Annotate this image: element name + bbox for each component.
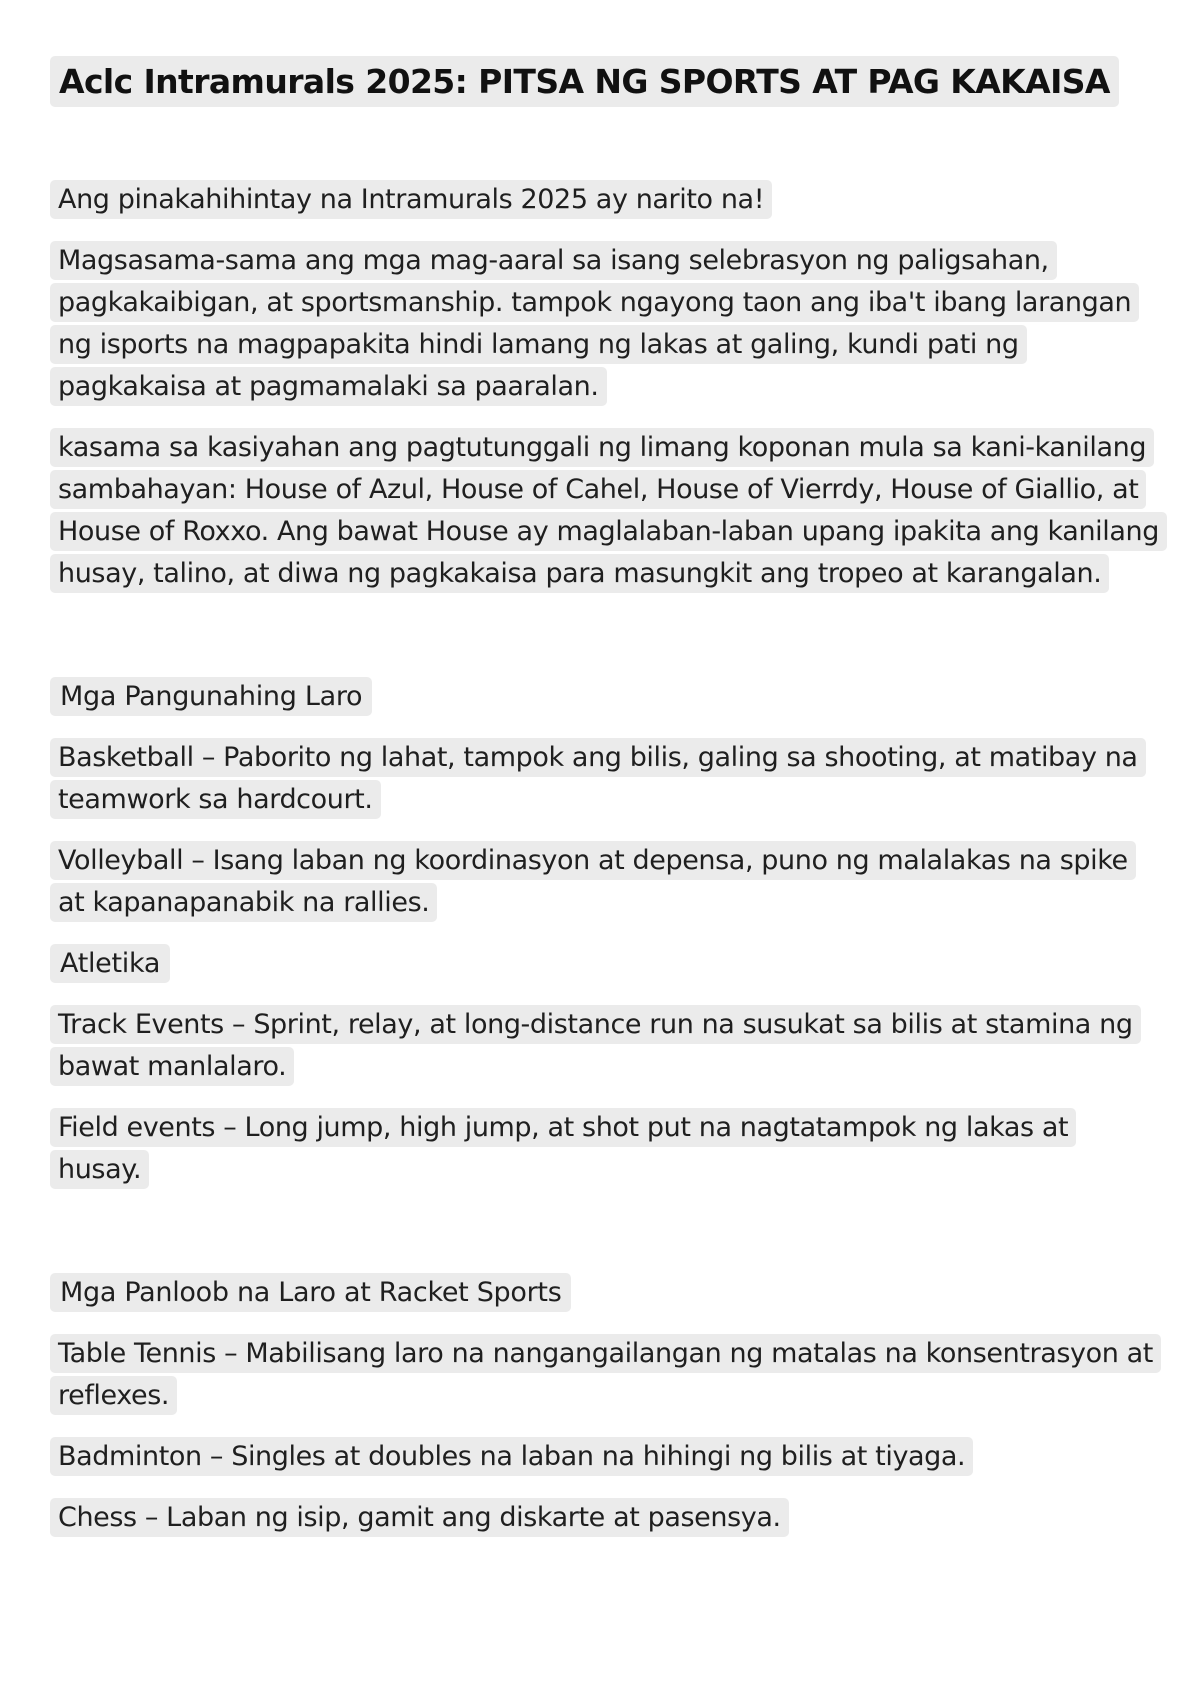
section-heading-indoor: Mga Panloob na Laro at Racket Sports bbox=[50, 1272, 1160, 1314]
list-item-badminton: Badminton – Singles at doubles na laban na hihingi ng bilis at tiyaga. bbox=[50, 1436, 1160, 1478]
section-heading-main-games: Mga Pangunahing Laro bbox=[50, 676, 1160, 718]
list-item-volleyball: Volleyball – Isang laban ng koordinasyon at depensa, puno ng malalakas na spike at kapanapanabik na rallies. bbox=[50, 840, 1160, 924]
document-page bbox=[50, 52, 1160, 1558]
list-item-chess: Chess – Laban ng isip, gamit ang diskarte at pasensya. bbox=[50, 1497, 1160, 1539]
page-title bbox=[50, 52, 1160, 112]
list-item-field-events: Field events – Long jump, high jump, at shot put na nagtatampok ng lakas at husay. bbox=[50, 1107, 1160, 1191]
section-spacer bbox=[50, 1210, 1160, 1272]
title-block bbox=[50, 52, 1160, 112]
intro-paragraph-1: Ang pinakahihintay na Intramurals 2025 ay narito na! bbox=[50, 179, 1160, 221]
page-title-text: Aclc Intramurals 2025: PITSA NG SPORTS AT PAG KAKAISA bbox=[50, 56, 1119, 107]
section-spacer bbox=[50, 614, 1160, 676]
list-item-basketball: Basketball – Paborito ng lahat, tampok ang bilis, galing sa shooting, at matibay na teamwork sa hardcourt. bbox=[50, 737, 1160, 821]
list-item-track-events: Track Events – Sprint, relay, at long-distance run na susukat sa bilis at stamina ng bawat manlalaro. bbox=[50, 1004, 1160, 1088]
list-item-table-tennis: Table Tennis – Mabilisang laro na nangangailangan ng matalas na konsentrasyon at reflexes. bbox=[50, 1333, 1160, 1417]
section-heading-athletics: Atletika bbox=[50, 943, 1160, 985]
intro-paragraph-3: kasama sa kasiyahan ang pagtutunggali ng limang koponan mula sa kani-kanilang sambahayan: House of Azul, House of Cahel, House of Vierrdy, House of Giallio, at House of Roxxo. Ang bawat House ay maglalaban-laban upang ipakita ang kanilang husay, talino, at diwa ng pagkakaisa para masungkit ang tropeo at karangalan. bbox=[50, 427, 1160, 595]
intro-paragraph-2: Magsasama-sama ang mga mag-aaral sa isang selebrasyon ng paligsahan, pagkakaibigan, at sportsmanship. tampok ngayong taon ang iba't ibang larangan ng isports na magpapakita hindi lamang ng lakas at galing, kundi pati ng pagkakaisa at pagmamalaki sa paaralan. bbox=[50, 240, 1160, 408]
